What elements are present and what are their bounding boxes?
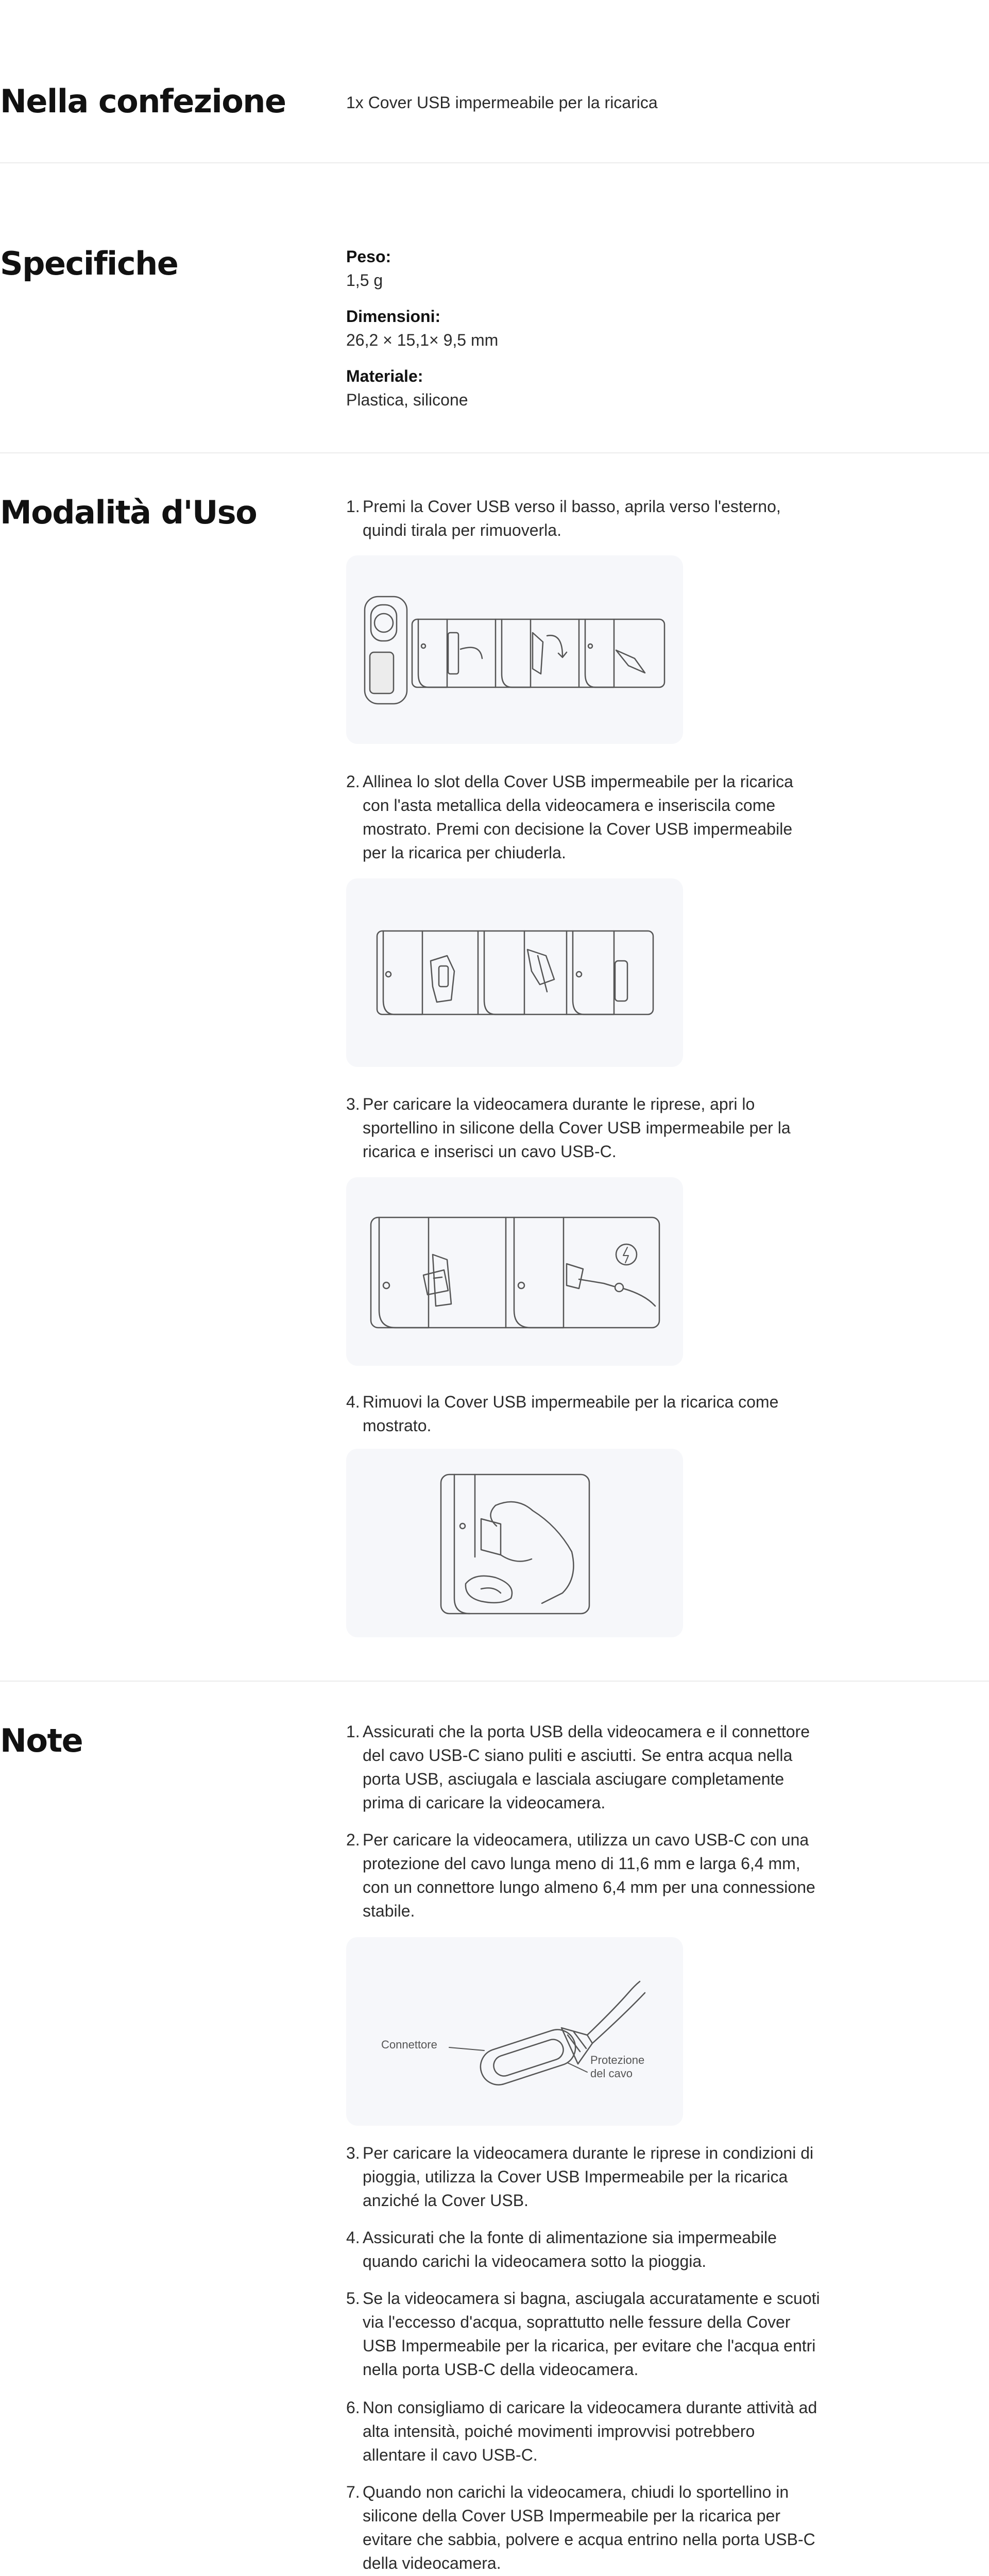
- step-number: 4.: [346, 1393, 360, 1411]
- cable-label-connector: Connettore: [381, 2038, 437, 2051]
- section-title-notes: Note: [0, 1722, 83, 1759]
- illustration-remove-cover: [346, 555, 683, 744]
- note-item: [346, 1720, 820, 1815]
- step-number: 3.: [346, 1095, 360, 1113]
- note-item: [346, 2480, 820, 2575]
- note-number: 1.: [346, 1722, 360, 1741]
- box-contents: 1x Cover USB impermeabile per la ricarica: [346, 93, 658, 112]
- note-number: 6.: [346, 2398, 360, 2417]
- illustration-attach-cover: [346, 878, 683, 1067]
- note-text: Non consigliamo di caricare la videocamera durante attività ad alta intensità, poiché movimenti improvvisi potrebbero allentare il cavo USB-C.: [363, 2398, 817, 2464]
- section-title-specs: Specifiche: [0, 245, 178, 282]
- step-number: 1.: [346, 497, 360, 516]
- spec-value-weight: 1,5 g: [346, 271, 383, 290]
- illustration-plug-usb-c: [346, 1177, 683, 1366]
- usage-step: [346, 495, 820, 542]
- section-title-usage: Modalità d'Uso: [0, 494, 257, 531]
- note-number: 2.: [346, 1831, 360, 1849]
- spec-label-dimensions: Dimensioni:: [346, 307, 441, 326]
- usage-step: [346, 770, 820, 865]
- note-number: 4.: [346, 2228, 360, 2247]
- usage-step: [346, 1092, 820, 1163]
- spec-label-material: Materiale:: [346, 367, 423, 385]
- note-text: Assicurati che la porta USB della videocamera e il connettore del cavo USB-C siano puliti e asciutti. Se entra acqua nella porta USB, asciugala e lasciala asciugare completamente prima di caricare la videocamera.: [363, 1722, 810, 1812]
- cable-label-protection-line2: del cavo: [590, 2067, 633, 2080]
- note-number: 5.: [346, 2289, 360, 2308]
- section-title-box: Nella confezione: [0, 82, 286, 120]
- step-text: Per caricare la videocamera durante le riprese, apri lo sportellino in silicone della Cover USB impermeabile per la ricarica e inserisci un cavo USB-C.: [363, 1095, 791, 1161]
- note-item: [346, 2141, 820, 2212]
- divider: [0, 162, 989, 163]
- note-number: 3.: [346, 2144, 360, 2162]
- cable-label-protection-line1: Protezione: [590, 2054, 645, 2066]
- divider: [0, 1681, 989, 1682]
- cable-label-protection: [590, 2054, 644, 2080]
- note-item: [346, 2286, 820, 2381]
- note-text: Per caricare la videocamera durante le riprese in condizioni di pioggia, utilizza la Cover USB Impermeabile per la ricarica anziché la Cover USB.: [363, 2144, 814, 2210]
- step-text: Allinea lo slot della Cover USB impermeabile per la ricarica con l'asta metallica della videocamera e inseriscila come mostrato. Premi con decisione la Cover USB impermeabile per la ricarica per chiuderla.: [363, 772, 793, 862]
- note-text: Se la videocamera si bagna, asciugala accuratamente e scuoti via l'eccesso d'acqua, soprattutto nelle fessure della Cover USB Impermeabile per la ricarica, per evitare che l'acqua entri nella porta USB-C della videocamera.: [363, 2289, 820, 2379]
- step-text: Premi la Cover USB verso il basso, aprila verso l'esterno, quindi tirala per rimuoverla.: [363, 497, 781, 539]
- spec-value-material: Plastica, silicone: [346, 391, 468, 409]
- usage-step: [346, 1390, 820, 1437]
- note-item: [346, 2226, 820, 2273]
- divider: [0, 452, 989, 453]
- note-item: [346, 1828, 820, 1923]
- note-number: 7.: [346, 2483, 360, 2501]
- step-number: 2.: [346, 772, 360, 791]
- note-text: Per caricare la videocamera, utilizza un cavo USB-C con una protezione del cavo lunga meno di 11,6 mm e larga 6,4 mm, con un connettore lungo almeno 6,4 mm per una connessione stabile.: [363, 1831, 815, 1920]
- note-item: [346, 2396, 820, 2467]
- spec-label-weight: Peso:: [346, 247, 391, 266]
- note-text: Assicurati che la fonte di alimentazione sia impermeabile quando carichi la videocamera sotto la pioggia.: [363, 2228, 777, 2270]
- illustration-usb-c-cable: [346, 1937, 683, 2126]
- note-text: Quando non carichi la videocamera, chiudi lo sportellino in silicone della Cover USB Impermeabile per la ricarica per evitare che sabbia, polvere e acqua entrino nella porta USB-C della videocamera.: [363, 2483, 815, 2572]
- step-text: Rimuovi la Cover USB impermeabile per la ricarica come mostrato.: [363, 1393, 779, 1435]
- spec-value-dimensions: 26,2 × 15,1× 9,5 mm: [346, 331, 499, 349]
- illustration-remove-hand: [346, 1449, 683, 1637]
